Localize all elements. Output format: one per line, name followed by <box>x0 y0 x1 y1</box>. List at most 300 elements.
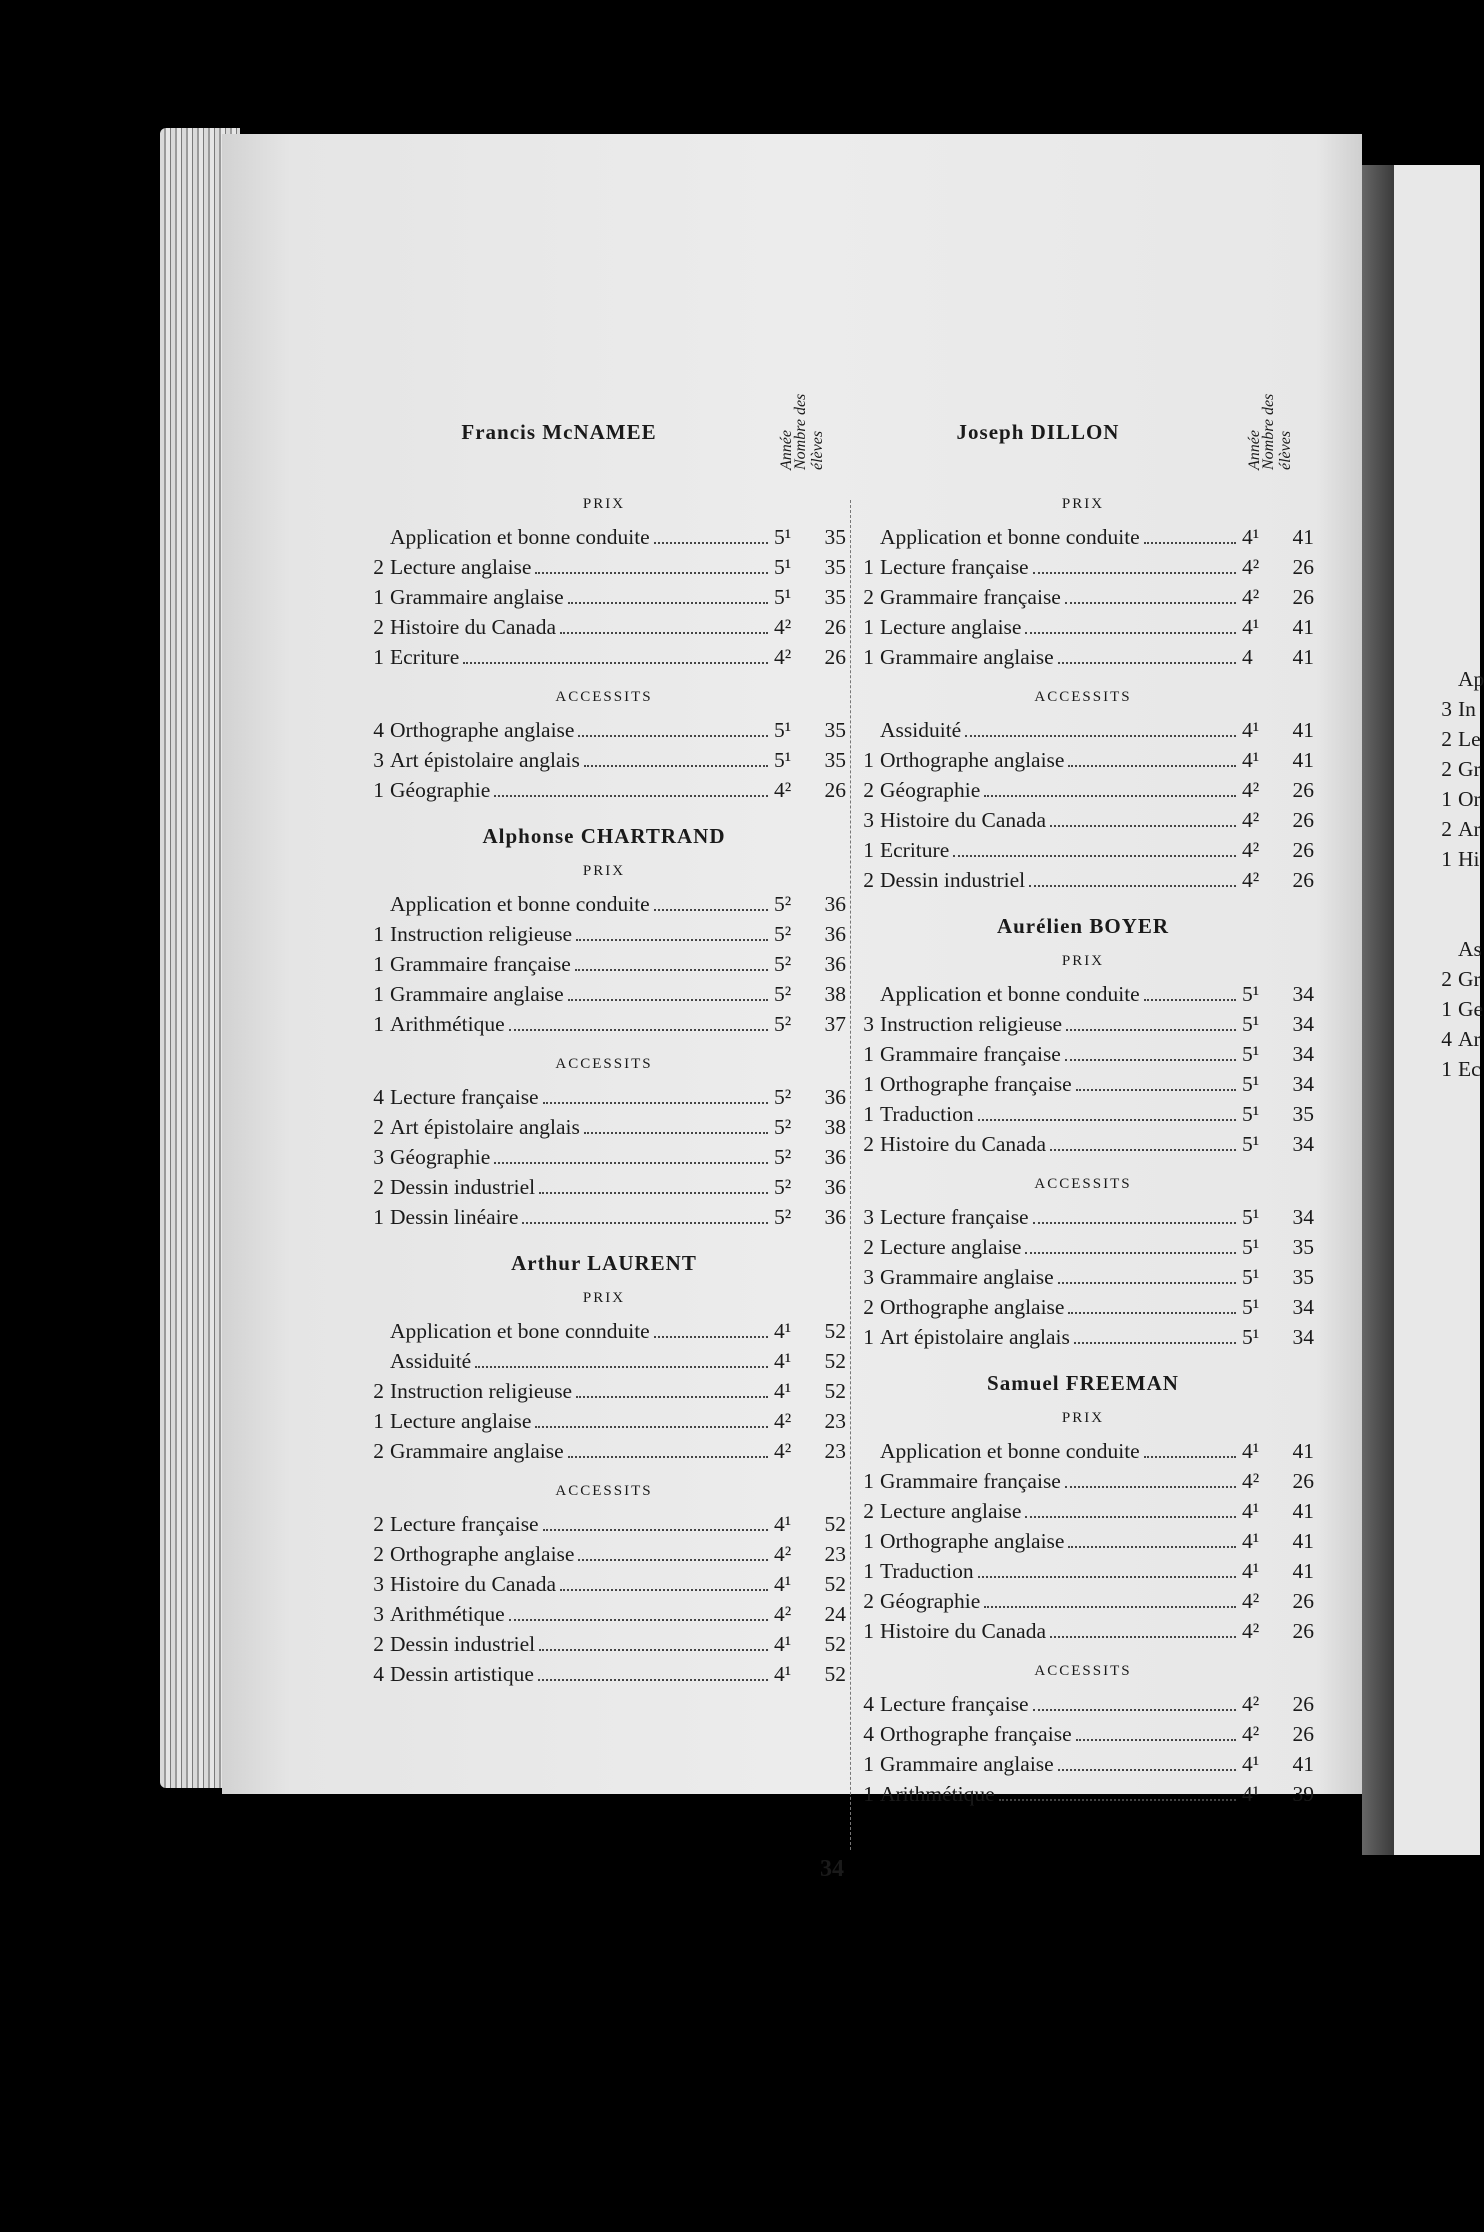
award-rank: 2 <box>373 1632 384 1656</box>
dot-leader <box>560 632 768 634</box>
dot-leader <box>509 1619 768 1621</box>
dot-leader <box>1074 1342 1236 1344</box>
award-subject: Orthographe anglaise <box>390 718 575 742</box>
award-annee: 5¹ <box>1242 982 1260 1006</box>
dot-leader <box>1025 1252 1236 1254</box>
award-rank: 1 <box>863 1102 874 1126</box>
award-row <box>362 1572 846 1602</box>
award-subject: Art épistolaire anglais <box>880 1325 1070 1349</box>
award-annee: 5² <box>774 1115 792 1139</box>
award-row <box>362 555 846 585</box>
award-subject: Lecture anglaise <box>390 1409 532 1433</box>
award-annee: 4² <box>774 1439 792 1463</box>
award-nombre: 26 <box>1292 1692 1314 1716</box>
dot-leader <box>1068 765 1236 767</box>
dot-leader <box>1033 572 1236 574</box>
student-name: Alphonse CHARTRAND <box>482 824 726 848</box>
award-rank: 3 <box>863 1012 874 1036</box>
award-subject: Orthographe anglaise <box>880 1529 1065 1553</box>
award-nombre: 26 <box>824 615 846 639</box>
award-rank: 1 <box>863 1042 874 1066</box>
award-subject: Grammaire anglaise <box>880 1265 1054 1289</box>
fragment-rank: 1 <box>1441 847 1452 871</box>
award-nombre: 36 <box>824 1085 846 1109</box>
fragment-rank: 4 <box>1441 1027 1452 1051</box>
award-nombre: 26 <box>1292 585 1314 609</box>
award-nombre: 36 <box>824 952 846 976</box>
award-nombre: 24 <box>824 1602 846 1626</box>
award-subject: Ecriture <box>880 838 950 862</box>
award-annee: 5¹ <box>774 718 792 742</box>
award-annee: 5¹ <box>774 525 792 549</box>
award-annee: 4¹ <box>774 1319 792 1343</box>
fragment-text: Le <box>1458 727 1481 751</box>
dot-leader <box>1144 1456 1236 1458</box>
award-annee: 4² <box>774 1409 792 1433</box>
award-annee: 5¹ <box>1242 1012 1260 1036</box>
dot-leader <box>978 1119 1236 1121</box>
award-row <box>852 645 1314 675</box>
award-annee: 4² <box>774 645 792 669</box>
award-subject: Application et bonne conduite <box>390 892 650 916</box>
next-page-fragment <box>1430 817 1484 847</box>
award-row <box>362 718 846 748</box>
award-nombre: 41 <box>1292 615 1314 639</box>
award-row <box>852 838 1314 868</box>
fragment-text: Ar <box>1458 817 1481 841</box>
award-subject: Lecture anglaise <box>390 555 532 579</box>
fragment-text: Ar <box>1458 1027 1481 1051</box>
dot-leader <box>978 1576 1236 1578</box>
award-row <box>852 1499 1314 1529</box>
award-rank: 1 <box>863 645 874 669</box>
award-nombre: 26 <box>1292 1469 1314 1493</box>
student-name: Aurélien BOYER <box>996 914 1170 938</box>
award-nombre: 34 <box>1292 1132 1314 1156</box>
award-nombre: 26 <box>824 645 846 669</box>
dot-leader <box>654 1336 768 1338</box>
student-name: Francis McNAMEE <box>461 420 657 444</box>
award-annee: 5² <box>774 1175 792 1199</box>
award-rank: 1 <box>373 585 384 609</box>
award-nombre: 38 <box>824 1115 846 1139</box>
award-annee: 5² <box>774 952 792 976</box>
award-row <box>852 1619 1314 1649</box>
award-rank: 3 <box>373 1602 384 1626</box>
award-subject: Dessin industriel <box>390 1632 536 1656</box>
award-subject: Orthographe française <box>880 1722 1072 1746</box>
award-nombre: 35 <box>824 718 846 742</box>
award-row <box>362 952 846 982</box>
dot-leader <box>543 1102 768 1104</box>
dot-leader <box>560 1589 768 1591</box>
award-rank: 1 <box>863 748 874 772</box>
award-annee: 5¹ <box>1242 1205 1260 1229</box>
award-annee: 4¹ <box>1242 718 1260 742</box>
award-subject: Traduction <box>880 1102 974 1126</box>
dot-leader <box>1050 1149 1236 1151</box>
award-nombre: 36 <box>824 1145 846 1169</box>
section-heading: PRIX <box>1061 953 1105 969</box>
award-subject: Histoire du Canada <box>880 808 1046 832</box>
award-row <box>852 868 1314 898</box>
award-rank: 2 <box>863 585 874 609</box>
award-nombre: 35 <box>824 748 846 772</box>
dot-leader <box>475 1366 768 1368</box>
award-annee: 5² <box>774 1012 792 1036</box>
award-annee: 4¹ <box>1242 1752 1260 1776</box>
next-page-fragment <box>1430 1057 1484 1087</box>
fragment-rank: 2 <box>1441 757 1452 781</box>
dot-leader <box>1144 999 1236 1001</box>
award-nombre: 52 <box>824 1662 846 1686</box>
section-heading: ACCESSITS <box>555 689 653 705</box>
award-row <box>362 778 846 808</box>
award-subject: Lecture anglaise <box>880 1235 1022 1259</box>
award-row <box>852 1439 1314 1469</box>
award-annee: 5² <box>774 1085 792 1109</box>
next-page-fragment <box>1430 1027 1484 1057</box>
next-page-fragment <box>1430 967 1484 997</box>
award-subject: Art épistolaire anglais <box>390 748 580 772</box>
award-row <box>852 615 1314 645</box>
award-subject: Grammaire anglaise <box>390 982 564 1006</box>
award-annee: 4² <box>1242 585 1260 609</box>
next-page-edge <box>1394 165 1484 1855</box>
award-annee: 4² <box>1242 808 1260 832</box>
award-annee: 5¹ <box>774 585 792 609</box>
award-annee: 5¹ <box>774 555 792 579</box>
dot-leader <box>568 1456 768 1458</box>
award-row <box>852 982 1314 1012</box>
fragment-rank: 1 <box>1441 997 1452 1021</box>
award-rank: 1 <box>863 1325 874 1349</box>
award-subject: Géographie <box>390 778 491 802</box>
dot-leader <box>1058 1282 1236 1284</box>
dot-leader <box>1058 1769 1236 1771</box>
award-subject: Histoire du Canada <box>390 1572 556 1596</box>
award-row <box>852 1235 1314 1265</box>
award-nombre: 52 <box>824 1379 846 1403</box>
dot-leader <box>575 969 768 971</box>
dot-leader <box>953 855 1236 857</box>
right-column-header <box>852 370 1314 482</box>
award-annee: 5¹ <box>1242 1265 1260 1289</box>
award-annee: 4² <box>774 615 792 639</box>
award-nombre: 52 <box>824 1512 846 1536</box>
fragment-rank: 2 <box>1441 967 1452 991</box>
award-rank: 1 <box>863 615 874 639</box>
award-row <box>852 1469 1314 1499</box>
annee-label: Année <box>1246 430 1263 470</box>
award-subject: Lecture anglaise <box>880 1499 1022 1523</box>
next-page-fragment <box>1430 787 1484 817</box>
award-nombre: 35 <box>1292 1235 1314 1259</box>
next-page-fragment <box>1430 997 1484 1027</box>
student-name: Joseph DILLON <box>956 420 1120 444</box>
award-annee: 4² <box>1242 838 1260 862</box>
award-rank: 1 <box>863 1469 874 1493</box>
award-nombre: 23 <box>824 1542 846 1566</box>
award-rank: 2 <box>373 1439 384 1463</box>
dot-leader <box>463 662 768 664</box>
award-row <box>852 1205 1314 1235</box>
fragment-rank: 2 <box>1441 817 1452 841</box>
award-subject: Application et bonne conduite <box>880 1439 1140 1463</box>
dot-leader <box>535 1426 768 1428</box>
award-row <box>362 585 846 615</box>
award-row <box>362 1085 846 1115</box>
fragment-text: Or <box>1458 787 1481 811</box>
award-nombre: 41 <box>1292 1752 1314 1776</box>
award-annee: 4² <box>774 1602 792 1626</box>
award-row <box>852 1325 1314 1355</box>
award-annee: 4² <box>1242 1619 1260 1643</box>
award-nombre: 34 <box>1292 1072 1314 1096</box>
award-nombre: 39 <box>1292 1782 1314 1806</box>
column-labels <box>1232 370 1312 470</box>
fragment-text: Ec <box>1458 1057 1481 1081</box>
award-rank: 3 <box>863 1205 874 1229</box>
award-subject: Dessin artistique <box>390 1662 534 1686</box>
award-nombre: 41 <box>1292 748 1314 772</box>
award-row <box>852 585 1314 615</box>
award-annee: 4² <box>774 778 792 802</box>
award-annee: 4¹ <box>1242 525 1260 549</box>
award-subject: Traduction <box>880 1559 974 1583</box>
award-subject: Orthographe française <box>880 1072 1072 1096</box>
left-column-header <box>362 370 846 482</box>
award-rank: 1 <box>373 922 384 946</box>
dot-leader <box>1066 1029 1236 1031</box>
award-nombre: 34 <box>1292 1042 1314 1066</box>
award-row <box>362 748 846 778</box>
dot-leader <box>535 572 768 574</box>
award-nombre: 26 <box>1292 1619 1314 1643</box>
award-rank: 2 <box>373 555 384 579</box>
fragment-text: In <box>1458 697 1476 721</box>
award-nombre: 34 <box>1292 982 1314 1006</box>
award-subject: Lecture française <box>880 1692 1029 1716</box>
nombre-label: Nombre des élèves <box>1260 393 1294 470</box>
award-rank: 1 <box>863 1072 874 1096</box>
dot-leader <box>576 939 768 941</box>
award-annee: 4² <box>774 1542 792 1566</box>
nombre-label: Nombre des élèves <box>792 393 826 470</box>
award-row <box>362 982 846 1012</box>
dot-leader <box>578 1559 768 1561</box>
dot-leader <box>1076 1089 1236 1091</box>
section-heading: PRIX <box>582 496 626 512</box>
award-row <box>362 1439 846 1469</box>
fragment-text: Hi <box>1458 847 1480 871</box>
book-gutter <box>1362 165 1394 1855</box>
award-nombre: 37 <box>824 1012 846 1036</box>
dot-leader <box>1050 1636 1236 1638</box>
award-rank: 3 <box>373 748 384 772</box>
award-annee: 4¹ <box>774 1512 792 1536</box>
award-rank: 2 <box>863 1499 874 1523</box>
award-nombre: 26 <box>1292 1722 1314 1746</box>
award-row <box>852 1072 1314 1102</box>
award-subject: Application et bonne conduite <box>880 525 1140 549</box>
dot-leader <box>543 1529 768 1531</box>
award-subject: Arithmétique <box>880 1782 995 1806</box>
award-rank: 2 <box>373 1512 384 1536</box>
award-rank: 1 <box>373 1409 384 1433</box>
award-row <box>362 1409 846 1439</box>
award-annee: 5² <box>774 1145 792 1169</box>
award-subject: Art épistolaire anglais <box>390 1115 580 1139</box>
dot-leader <box>576 1396 768 1398</box>
award-nombre: 41 <box>1292 1559 1314 1583</box>
award-row <box>852 1265 1314 1295</box>
award-nombre: 23 <box>824 1409 846 1433</box>
award-row <box>362 1349 846 1379</box>
award-rank: 1 <box>373 982 384 1006</box>
dot-leader <box>578 735 768 737</box>
award-annee: 5² <box>774 922 792 946</box>
award-rank: 2 <box>373 1115 384 1139</box>
award-rank: 3 <box>373 1572 384 1596</box>
section-heading: ACCESSITS <box>1034 1663 1132 1679</box>
award-row <box>852 555 1314 585</box>
award-row <box>852 808 1314 838</box>
award-subject: Lecture française <box>880 555 1029 579</box>
section-heading: ACCESSITS <box>1034 689 1132 705</box>
award-nombre: 38 <box>824 982 846 1006</box>
award-subject: Orthographe anglaise <box>880 1295 1065 1319</box>
award-row <box>362 1662 846 1692</box>
next-page-fragment <box>1430 757 1484 787</box>
award-rank: 1 <box>863 1529 874 1553</box>
award-rank: 2 <box>863 778 874 802</box>
award-annee: 4¹ <box>774 1662 792 1686</box>
award-annee: 4² <box>1242 868 1260 892</box>
section-heading: ACCESSITS <box>555 1483 653 1499</box>
award-nombre: 41 <box>1292 645 1314 669</box>
award-annee: 4 <box>1242 645 1253 669</box>
award-row <box>852 1295 1314 1325</box>
award-annee: 4² <box>1242 1589 1260 1613</box>
dot-leader <box>1068 1312 1236 1314</box>
dot-leader <box>654 909 768 911</box>
award-row <box>362 892 846 922</box>
award-subject: Grammaire anglaise <box>390 585 564 609</box>
award-subject: Orthographe anglaise <box>390 1542 575 1566</box>
dot-leader <box>584 1132 768 1134</box>
dot-leader <box>539 1649 768 1651</box>
award-annee: 5¹ <box>1242 1102 1260 1126</box>
award-nombre: 36 <box>824 1175 846 1199</box>
dot-leader <box>538 1679 768 1681</box>
award-annee: 5² <box>774 892 792 916</box>
page-number: 34 <box>820 1856 844 1882</box>
next-page-fragment <box>1430 847 1484 877</box>
right-column <box>852 370 1314 1812</box>
award-row <box>852 1589 1314 1619</box>
award-nombre: 26 <box>1292 1589 1314 1613</box>
award-subject: Lecture anglaise <box>880 615 1022 639</box>
award-rank: 1 <box>373 1205 384 1229</box>
award-rank: 1 <box>373 778 384 802</box>
fragment-rank: 3 <box>1441 697 1452 721</box>
dot-leader <box>509 1029 768 1031</box>
award-nombre: 35 <box>824 585 846 609</box>
award-annee: 4¹ <box>774 1379 792 1403</box>
award-subject: Grammaire anglaise <box>880 645 1054 669</box>
dot-leader <box>1068 1546 1236 1548</box>
award-annee: 5¹ <box>1242 1132 1260 1156</box>
award-annee: 4¹ <box>774 1632 792 1656</box>
award-nombre: 26 <box>1292 555 1314 579</box>
award-subject: Grammaire française <box>390 952 571 976</box>
award-annee: 4¹ <box>774 1572 792 1596</box>
fragment-rank: 2 <box>1441 727 1452 751</box>
award-annee: 5² <box>774 1205 792 1229</box>
fragment-text: Ge <box>1458 997 1484 1021</box>
award-row <box>852 1752 1314 1782</box>
dot-leader <box>1033 1222 1236 1224</box>
award-rank: 1 <box>373 645 384 669</box>
dot-leader <box>539 1192 768 1194</box>
award-subject: Dessin industriel <box>880 868 1026 892</box>
award-subject: Orthographe anglaise <box>880 748 1065 772</box>
award-row <box>362 615 846 645</box>
award-nombre: 26 <box>1292 838 1314 862</box>
award-annee: 4¹ <box>774 1349 792 1373</box>
next-page-fragment <box>1430 937 1484 967</box>
section-heading: ACCESSITS <box>555 1056 653 1072</box>
award-rank: 3 <box>373 1145 384 1169</box>
award-nombre: 26 <box>1292 808 1314 832</box>
dot-leader <box>984 795 1236 797</box>
dot-leader <box>494 1162 768 1164</box>
dot-leader <box>1065 1486 1236 1488</box>
fragment-text: Gr <box>1458 757 1481 781</box>
award-annee: 4² <box>1242 1722 1260 1746</box>
dot-leader <box>568 999 768 1001</box>
section-heading: PRIX <box>582 1290 626 1306</box>
award-annee: 4¹ <box>1242 748 1260 772</box>
award-nombre: 34 <box>1292 1012 1314 1036</box>
award-rank: 1 <box>373 952 384 976</box>
award-nombre: 34 <box>1292 1295 1314 1319</box>
award-nombre: 35 <box>1292 1102 1314 1126</box>
section-heading: PRIX <box>582 863 626 879</box>
award-subject: Instruction religieuse <box>390 1379 573 1403</box>
right-column-body <box>852 496 1314 1812</box>
award-row <box>852 1559 1314 1589</box>
award-row <box>852 1102 1314 1132</box>
award-subject: Grammaire française <box>880 1042 1061 1066</box>
award-rank: 4 <box>863 1692 874 1716</box>
award-subject: Application et bonne conduite <box>880 982 1140 1006</box>
left-column <box>362 370 846 1692</box>
section-heading: PRIX <box>1061 496 1105 512</box>
dot-leader <box>984 1606 1236 1608</box>
award-row <box>852 1042 1314 1072</box>
award-nombre: 52 <box>824 1632 846 1656</box>
award-nombre: 36 <box>824 1205 846 1229</box>
award-nombre: 26 <box>1292 778 1314 802</box>
section-heading: ACCESSITS <box>1034 1176 1132 1192</box>
column-labels <box>764 370 844 470</box>
dot-leader <box>965 735 1236 737</box>
award-subject: Géographie <box>880 778 981 802</box>
award-rank: 1 <box>863 1559 874 1583</box>
award-row <box>852 1529 1314 1559</box>
